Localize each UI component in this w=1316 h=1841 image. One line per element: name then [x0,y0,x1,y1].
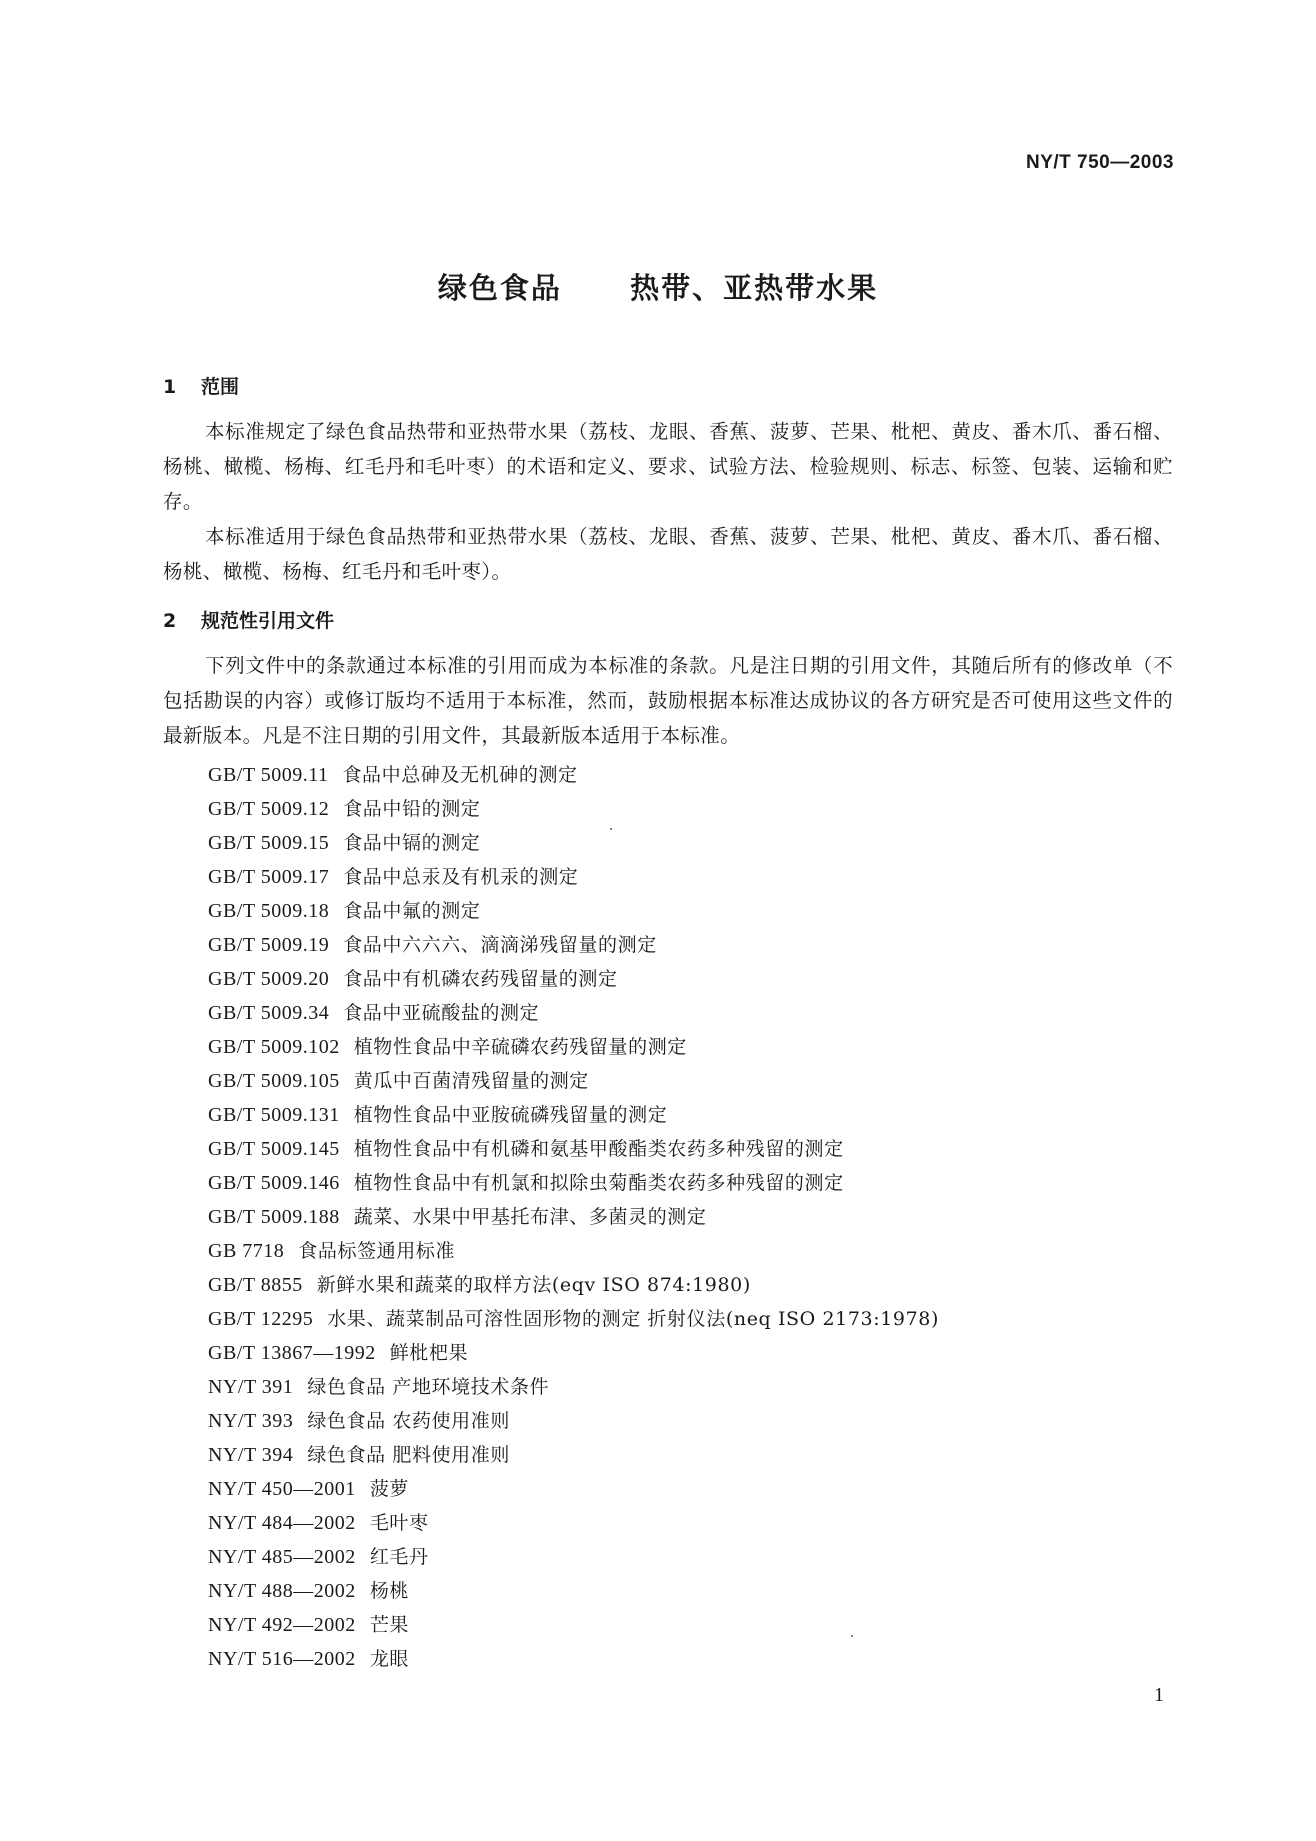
reference-code: GB/T 5009.19 [208,934,330,956]
reference-title: 食品标签通用标准 [298,1240,456,1262]
reference-code: NY/T 484—2002 [208,1512,356,1534]
reference-code: NY/T 492—2002 [208,1614,356,1636]
reference-title: 植物性食品中有机磷和氨基甲酸酯类农药多种残留的测定 [353,1138,844,1160]
section-2-heading [163,606,334,633]
reference-title: 黄瓜中百菌清残留量的测定 [353,1070,589,1092]
section-1-paragraph-2: 本标准适用于绿色食品热带和亚热带水果（荔枝、龙眼、香蕉、菠萝、芒果、枇杷、黄皮、番木爪、番石榴、杨桃、橄榄、杨梅、红毛丹和毛叶枣）。 [163,525,1173,583]
reference-title: 植物性食品中亚胺硫磷残留量的测定 [353,1104,668,1126]
reference-title: 龙眼 [369,1648,410,1670]
reference-item [208,1132,939,1166]
section-number: 1 [163,376,177,398]
reference-title: 鲜枇杷果 [389,1342,469,1364]
reference-item [208,792,939,826]
reference-item [208,1472,939,1506]
document-title: 绿色食品 热带、亚热带水果 [437,271,879,305]
reference-code: NY/T 450—2001 [208,1478,356,1500]
reference-item [208,996,939,1030]
reference-title: 新鲜水果和蔬菜的取样方法(eqv ISO 874:1980) [316,1274,751,1296]
reference-item [208,1302,939,1336]
reference-title: 水果、蔬菜制品可溶性固形物的测定 折射仪法(neq ISO 2173:1978) [327,1308,939,1330]
reference-title: 蔬菜、水果中甲基托布津、多菌灵的测定 [353,1206,707,1228]
reference-title: 绿色食品 农药使用准则 [307,1410,510,1432]
reference-title: 食品中总汞及有机汞的测定 [343,866,579,888]
reference-code: GB/T 5009.15 [208,832,330,854]
reference-code: GB/T 5009.105 [208,1070,340,1092]
reference-title: 毛叶枣 [369,1512,429,1534]
reference-title: 菠萝 [369,1478,410,1500]
section-number: 2 [163,610,177,632]
reference-item [208,894,939,928]
reference-code: GB/T 5009.20 [208,968,330,990]
reference-code: NY/T 516—2002 [208,1648,356,1670]
reference-item [208,1200,939,1234]
reference-title: 植物性食品中辛硫磷农药残留量的测定 [353,1036,687,1058]
reference-code: GB/T 5009.18 [208,900,330,922]
reference-code: GB 7718 [208,1240,285,1262]
reference-item [208,1506,939,1540]
section-2-paragraph-1: 下列文件中的条款通过本标准的引用而成为本标准的条款。凡是注日期的引用文件，其随后所有的修改单（不包括勘误的内容）或修订版均不适用于本标准，然而，鼓励根据本标准达成协议的各方研究是否可使用这些文件的最新版本。凡是不注日期的引用文件，其最新版本适用于本标准。 [163,654,1173,747]
reference-title: 芒果 [369,1614,410,1636]
reference-title: 食品中镉的测定 [343,832,481,854]
reference-item [208,1336,939,1370]
reference-code: GB/T 13867—1992 [208,1342,376,1364]
reference-item [208,1064,939,1098]
reference-code: NY/T 391 [208,1376,294,1398]
reference-item [208,1030,939,1064]
standard-code: NY/T 750—2003 [1025,152,1174,173]
reference-code: NY/T 488—2002 [208,1580,356,1602]
reference-title: 绿色食品 产地环境技术条件 [307,1376,550,1398]
section-1-heading [163,372,239,399]
reference-code: GB/T 12295 [208,1308,314,1330]
reference-item [208,1404,939,1438]
reference-code: GB/T 5009.146 [208,1172,340,1194]
reference-title: 红毛丹 [369,1546,429,1568]
scan-speck [610,828,612,830]
reference-title: 食品中六六六、滴滴涕残留量的测定 [343,934,657,956]
reference-item [208,1438,939,1472]
reference-code: NY/T 485—2002 [208,1546,356,1568]
reference-code: GB/T 5009.34 [208,1002,330,1024]
reference-item [208,826,939,860]
reference-code: GB/T 5009.188 [208,1206,340,1228]
reference-title: 杨桃 [369,1580,410,1602]
reference-item [208,758,939,792]
reference-code: NY/T 394 [208,1444,294,1466]
page-number: 1 [1154,1684,1164,1706]
reference-code: GB/T 5009.145 [208,1138,340,1160]
section-title: 规范性引用文件 [201,610,335,632]
reference-item [208,1608,939,1642]
reference-item [208,928,939,962]
reference-list [208,758,939,1676]
reference-code: GB/T 5009.131 [208,1104,340,1126]
reference-item [208,1268,939,1302]
reference-code: GB/T 5009.102 [208,1036,340,1058]
reference-title: 食品中有机磷农药残留量的测定 [343,968,618,990]
reference-title: 食品中铅的测定 [343,798,481,820]
reference-title: 食品中亚硫酸盐的测定 [343,1002,540,1024]
reference-code: GB/T 5009.11 [208,764,329,786]
section-title: 范围 [201,376,240,398]
reference-code: GB/T 5009.17 [208,866,330,888]
reference-code: GB/T 5009.12 [208,798,330,820]
reference-item [208,1166,939,1200]
reference-item [208,1574,939,1608]
reference-item [208,1370,939,1404]
scan-speck [851,1635,853,1637]
reference-item [208,1642,939,1676]
reference-item [208,962,939,996]
reference-item [208,1540,939,1574]
section-1-paragraph-1: 本标准规定了绿色食品热带和亚热带水果（荔枝、龙眼、香蕉、菠萝、芒果、枇杷、黄皮、番木爪、番石榴、杨桃、橄榄、杨梅、红毛丹和毛叶枣）的术语和定义、要求、试验方法、检验规则、标志、标签、包装、运输和贮存。 [163,420,1173,513]
reference-title: 食品中氟的测定 [343,900,481,922]
reference-item [208,860,939,894]
reference-title: 植物性食品中有机氯和拟除虫菊酯类农药多种残留的测定 [353,1172,844,1194]
reference-code: NY/T 393 [208,1410,294,1432]
reference-item [208,1098,939,1132]
reference-title: 食品中总砷及无机砷的测定 [342,764,578,786]
reference-code: GB/T 8855 [208,1274,303,1296]
reference-item [208,1234,939,1268]
reference-title: 绿色食品 肥料使用准则 [307,1444,510,1466]
